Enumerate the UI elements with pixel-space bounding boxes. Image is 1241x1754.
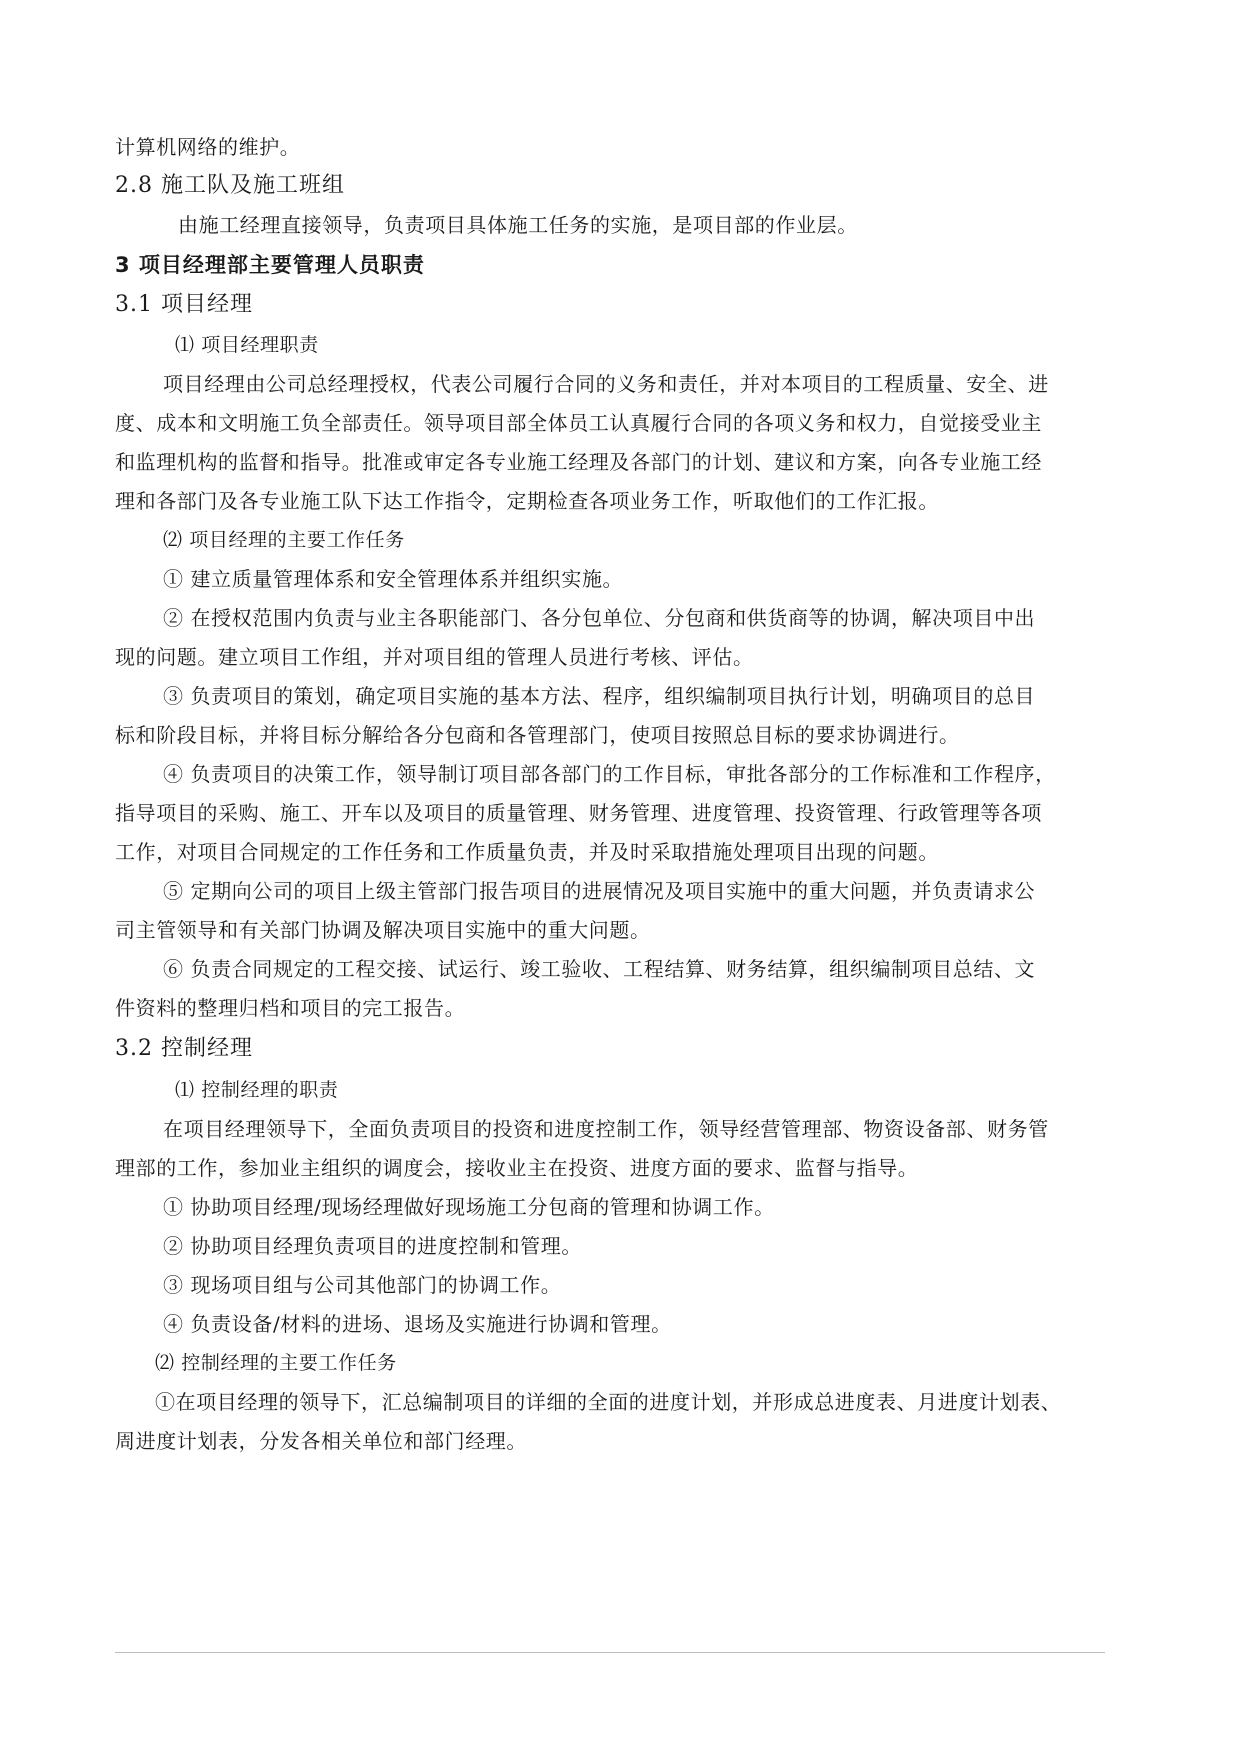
- list-item: ⑤ 定期向公司的项目上级主管部门报告项目的进展情况及项目实施中的重大问题，并负责请求公: [163, 879, 1036, 903]
- text-line: 理和各部门及各专业施工队下达工作指令，定期检查各项业务工作，听取他们的工作汇报。: [115, 489, 939, 513]
- list-item: ④ 负责设备/材料的进场、退场及实施进行协调和管理。: [163, 1312, 672, 1336]
- text-line: 标和阶段目标，并将目标分解给各分包商和各管理部门，使项目按照总目标的要求协调进行。: [115, 723, 960, 747]
- text-line: 在项目经理领导下，全面负责项目的投资和进度控制工作，领导经营管理部、物资设备部、财务管: [163, 1117, 1049, 1141]
- text-line: 现的问题。建立项目工作组，并对项目组的管理人员进行考核、评估。: [115, 645, 754, 669]
- subsection-heading: ⑴ 项目经理职责: [175, 334, 319, 356]
- list-item: ⑥ 负责合同规定的工程交接、试运行、竣工验收、工程结算、财务结算，组织编制项目总结、文: [163, 957, 1036, 981]
- text-line: 司主管领导和有关部门协调及解决项目实施中的重大问题。: [115, 918, 651, 942]
- list-item: ① 协助项目经理/现场经理做好现场施工分包商的管理和协调工作。: [163, 1195, 775, 1219]
- text-line: 件资料的整理归档和项目的完工报告。: [115, 996, 466, 1020]
- text-line: 度、成本和文明施工负全部责任。领导项目部全体员工认真履行合同的各项义务和权力，自觉接受业主: [115, 411, 1042, 435]
- section-heading-3-1: 3.1 项目经理: [115, 292, 253, 317]
- list-item: ③ 负责项目的策划，确定项目实施的基本方法、程序，组织编制项目执行计划，明确项目的总目: [163, 684, 1036, 708]
- list-item: ① 建立质量管理体系和安全管理体系并组织实施。: [163, 567, 624, 591]
- list-item: ③ 现场项目组与公司其他部门的协调工作。: [163, 1273, 562, 1297]
- footer-divider: [115, 1652, 1105, 1653]
- text-line: 工作，对项目合同规定的工作任务和工作质量负责，并及时采取措施处理项目出现的问题。: [115, 840, 939, 864]
- section-heading-3: 3 项目经理部主要管理人员职责: [115, 253, 425, 277]
- subsection-heading: ⑴ 控制经理的职责: [175, 1079, 339, 1101]
- text-line: 指导项目的采购、施工、开车以及项目的质量管理、财务管理、进度管理、投资管理、行政管理等各项: [115, 801, 1042, 825]
- section-heading-2-8: 2.8 施工队及施工班组: [115, 173, 345, 198]
- text-line: 计算机网络的维护。: [115, 135, 301, 159]
- subsection-heading: ⑵ 控制经理的主要工作任务: [155, 1352, 397, 1374]
- text-line: 理部的工作，参加业主组织的调度会，接收业主在投资、进度方面的要求、监督与指导。: [115, 1156, 919, 1180]
- text-line: 项目经理由公司总经理授权，代表公司履行合同的义务和责任，并对本项目的工程质量、安全、进: [163, 372, 1049, 396]
- text-line: 由施工经理直接领导，负责项目具体施工任务的实施，是项目部的作业层。: [178, 213, 858, 237]
- subsection-heading: ⑵ 项目经理的主要工作任务: [163, 529, 405, 551]
- list-item: ② 在授权范围内负责与业主各职能部门、各分包单位、分包商和供货商等的协调，解决项目中出: [163, 606, 1036, 630]
- text-line: 周进度计划表，分发各相关单位和部门经理。: [115, 1429, 527, 1453]
- text-line: 和监理机构的监督和指导。批准或审定各专业施工经理及各部门的计划、建议和方案，向各专业施工经: [115, 450, 1042, 474]
- list-item: ② 协助项目经理负责项目的进度控制和管理。: [163, 1234, 582, 1258]
- list-item: ①在项目经理的领导下，汇总编制项目的详细的全面的进度计划，并形成总进度表、月进度计划表、: [155, 1390, 1062, 1414]
- list-item: ④ 负责项目的决策工作，领导制订项目部各部门的工作目标，审批各部分的工作标准和工作程序，: [163, 762, 1056, 786]
- section-heading-3-2: 3.2 控制经理: [115, 1036, 253, 1061]
